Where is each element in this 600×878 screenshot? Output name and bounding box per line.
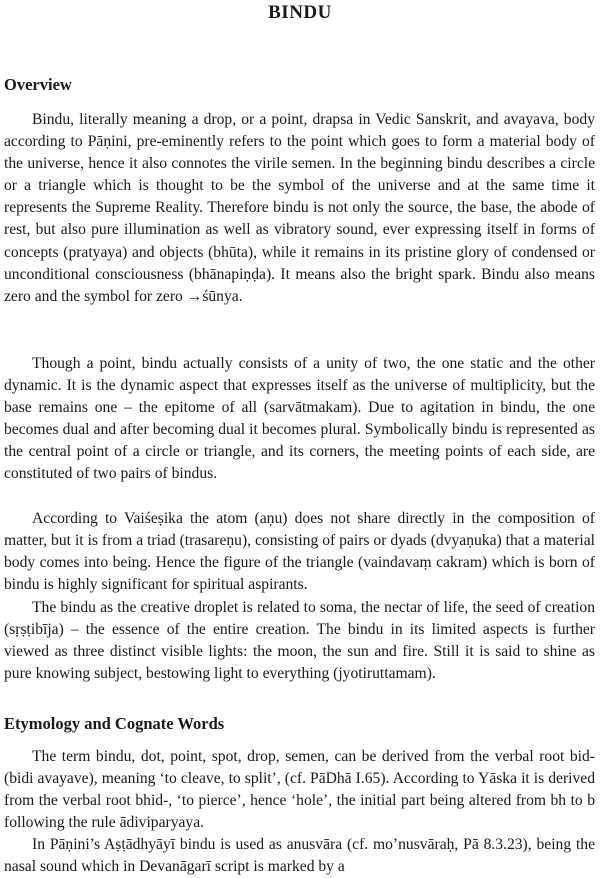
section-heading-etymology: Etymology and Cognate Words bbox=[4, 714, 225, 733]
etymology-paragraph-1: The term bindu, dot, point, spot, drop, semen, can be derived from the verbal root bid- (bidi avayave), meaning ‘to cleave, to split’, (cf. PāDhā I.65). According to Yāska it is derived from the verbal root bhid-, ‘to pierce’, hence ‘hole’, the initial part being altered from bh to b following the rule ādiviparyaya. bbox=[4, 748, 595, 832]
overview-paragraph-3: According to Vaiśeṣika the atom (aṇu) does not share directly in the composition of matter, but it is from a triad (trasareṇu), consisting of pairs or dyads (dvyaṇuka) that a material body comes into being. Hence the figure of the triangle (vaindavaṃ cakram) which is born of bindu is highly significant for spiritual aspirants. bbox=[4, 510, 595, 594]
overview-paragraph-2: Though a point, bindu actually consists of a unity of two, the one static and the other dynamic. It is the dynamic aspect that expresses itself as the universe of multiplicity, but the base remains one – the epitome of all (sarvātmakam). Due to agitation in bindu, the one becomes dual and after becoming dual it becomes plural. Symbolically bindu is represented as the central point of a circle or triangle, and its corners, the meeting points of each side, are constituted of two pairs of bindus. bbox=[4, 355, 595, 483]
overview-paragraph-1: Bindu, literally meaning a drop, or a point, drapsa in Vedic Sanskrit, and avayava, body according to Pāṇini, pre-eminently refers to the point which goes to form a material body of the universe, hence it also connotes the virile semen. In the beginning bindu describes a circle or a triangle which is thought to be the symbol of the universe and at the same time it represents the Supreme Reality. Therefore bindu is not only the source, the base, the abode of rest, but also pure illumination as well as vibratory sound, ever expressing itself in forms of concepts (pratyaya) and objects (bhūta), while it remains in its pristine glory of condensed or unconditional consciousness (bhānapiṇḍa). It means also the bright spark. Bindu also means zero and the symbol for zero →śūnya. bbox=[4, 111, 595, 305]
etymology-paragraph-2: In Pāṇini’s Aṣṭādhyāyī bindu is used as anusvāra (cf. mo’nusvāraḥ, Pā 8.3.23), being the nasal sound which in Devanāgarī script is marked by a bbox=[4, 836, 595, 876]
page-title: BINDU bbox=[268, 2, 332, 23]
overview-paragraph-4: The bindu as the creative droplet is related to soma, the nectar of life, the seed of creation (sṛṣṭibīja) – the essence of the entire creation. The bindu in its limited aspects is further viewed as three distinct visible lights: the moon, the sun and fire. Still it is said to shine as pure knowing subject, bestowing light to everything (jyotiruttamam). bbox=[4, 599, 595, 683]
section-heading-overview: Overview bbox=[4, 75, 72, 94]
